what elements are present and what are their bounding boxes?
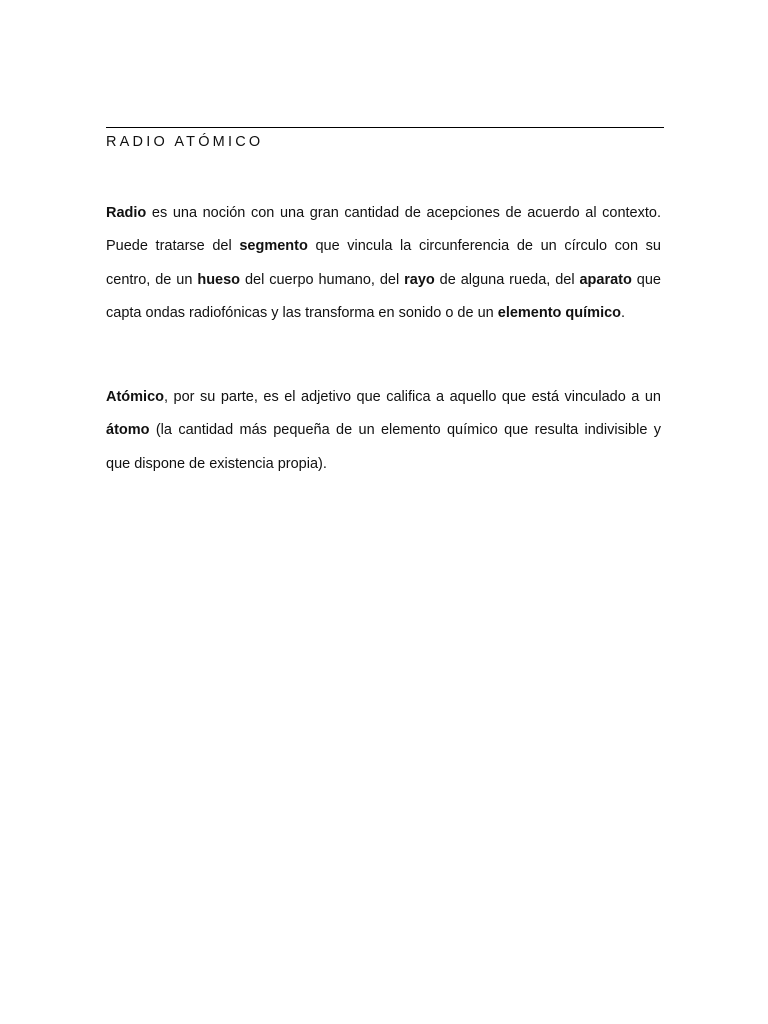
paragraph-text: (la cantidad más pequeña de un elemento químico que resulta indivisible y que dispone de existencia propia). — [106, 422, 661, 472]
paragraph-text: . — [621, 305, 626, 322]
paragraph-text: es una noción con una gran cantidad de acepciones de acuerdo al contexto. Puede tratarse del — [106, 205, 661, 255]
paragraph-radio — [106, 197, 661, 331]
term-atomico: Atómico — [106, 389, 164, 405]
title-rule — [106, 127, 664, 128]
paragraph-text: del cuerpo humano, del — [240, 271, 405, 288]
paragraph-text: que vincula la circunferencia de un círculo con su centro, de un — [106, 238, 661, 288]
term-radio: Radio — [106, 205, 147, 221]
term-atomo: átomo — [106, 422, 150, 439]
term-elemento-quimico: elemento químico — [497, 305, 622, 322]
term-segmento: segmento — [239, 238, 308, 255]
term-aparato: aparato — [579, 271, 632, 288]
paragraph-text: de alguna rueda, del — [434, 271, 580, 288]
paragraph-atomico — [106, 381, 661, 481]
document-title: RADIO ATÓMICO — [106, 134, 264, 150]
paragraph-text: , por su parte, es el adjetivo que califica a aquello que está vinculado a un — [164, 389, 661, 405]
paragraph-text: que capta ondas radiofónicas y las transforma en sonido o de un — [106, 271, 661, 322]
term-hueso: hueso — [197, 271, 241, 288]
term-rayo: rayo — [404, 271, 435, 288]
